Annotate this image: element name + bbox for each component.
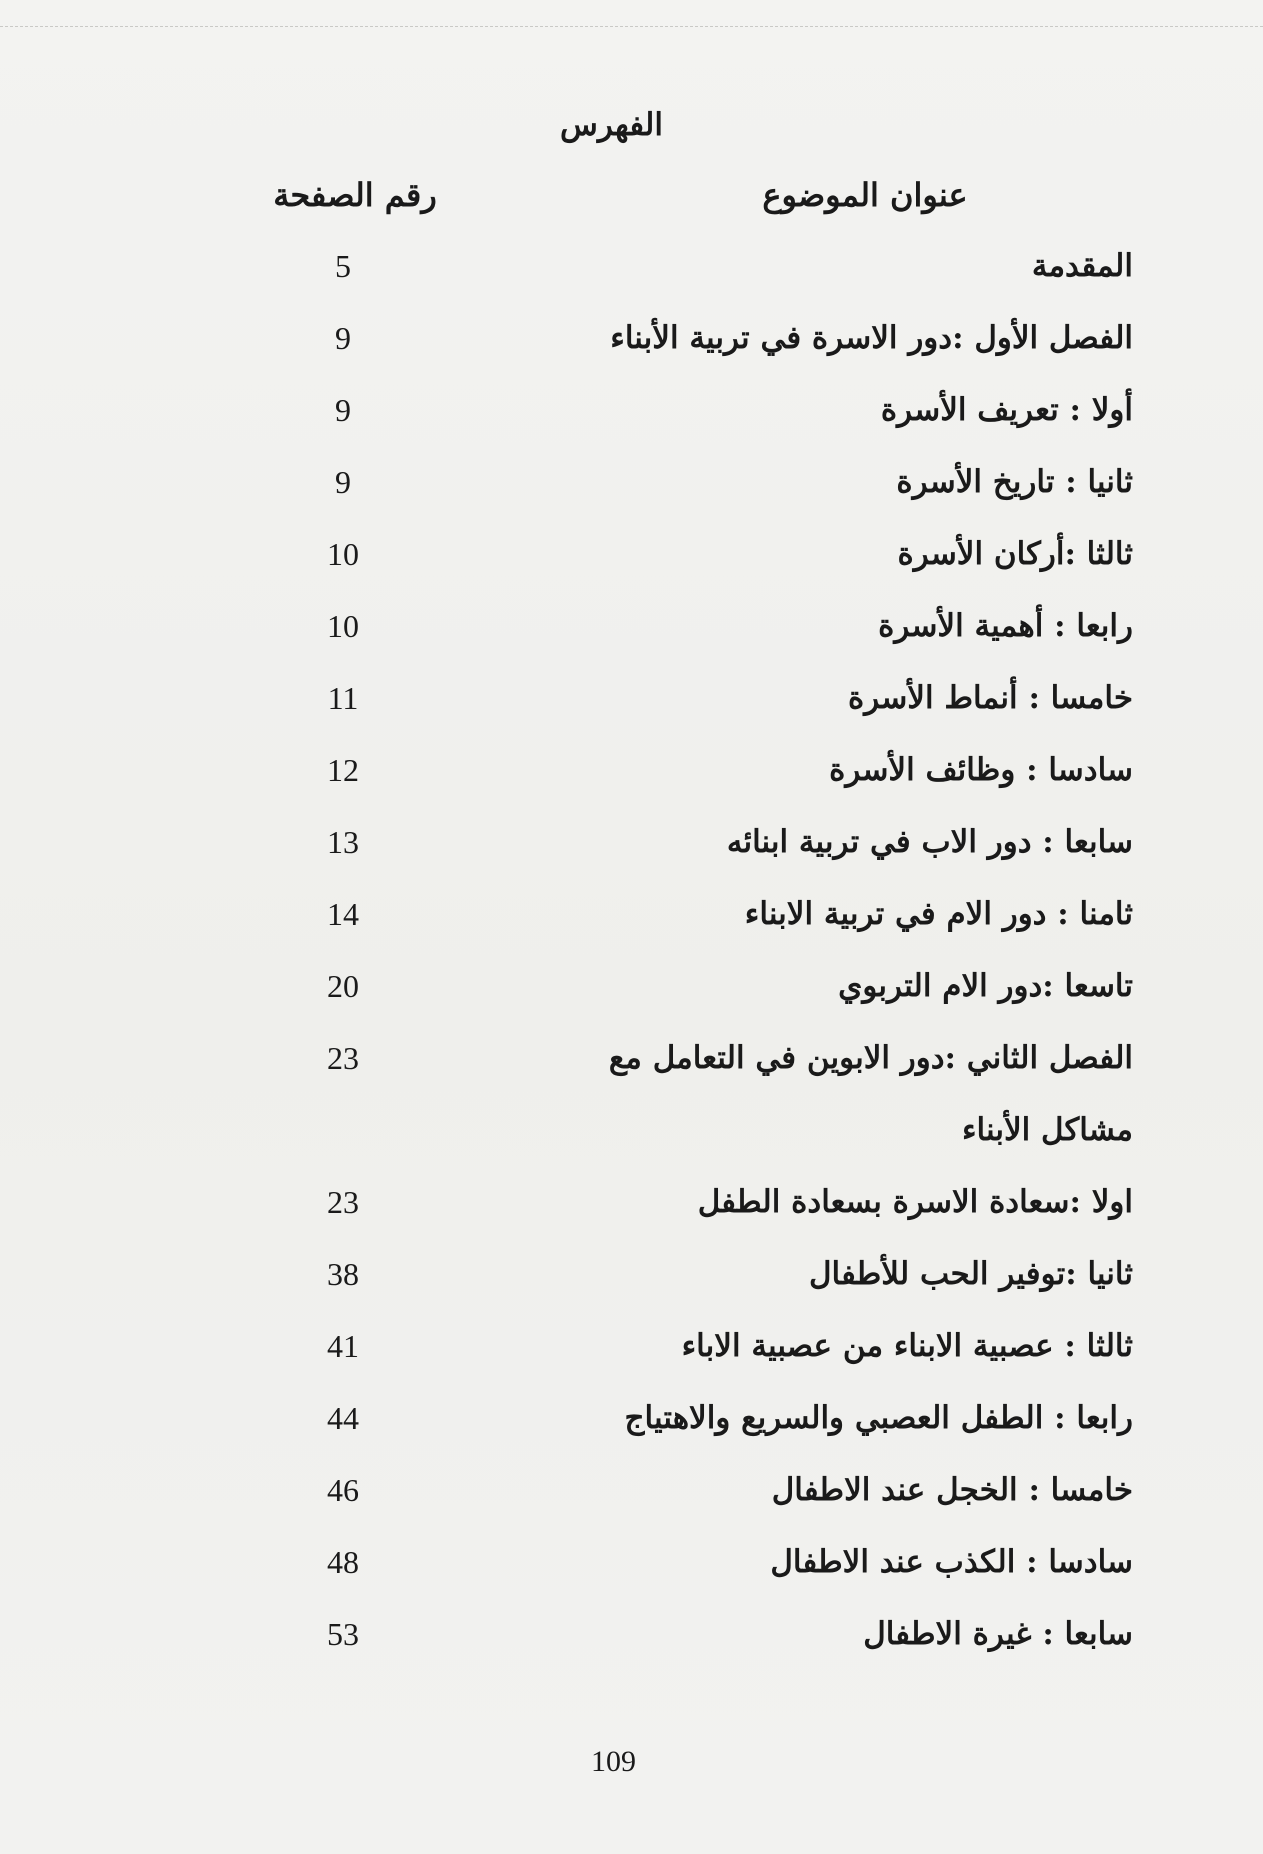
toc-row (0, 1608, 1263, 1680)
toc-entry-title: المقدمة (1031, 248, 1133, 284)
toc-entry-page: 9 (335, 464, 351, 500)
toc-row (0, 528, 1263, 600)
toc-row (0, 672, 1263, 744)
toc-entry-title: سادسا : وظائف الأسرة (829, 752, 1133, 788)
toc-row (0, 744, 1263, 816)
toc-row (0, 1176, 1263, 1248)
toc-entry-page: 46 (327, 1472, 359, 1508)
toc-entry-page: 23 (327, 1040, 359, 1076)
toc-entry-page: 9 (335, 392, 351, 428)
toc-entry-page: 12 (327, 752, 359, 788)
toc-entry-page: 9 (335, 320, 351, 356)
toc-row (0, 816, 1263, 888)
toc-entry-title: ثالثا : عصبية الابناء من عصبية الاباء (681, 1328, 1133, 1364)
toc-row (0, 312, 1263, 384)
toc-row (0, 1536, 1263, 1608)
toc-row (0, 1464, 1263, 1536)
toc-row (0, 1032, 1263, 1104)
toc-row (0, 1104, 1263, 1176)
toc-row (0, 888, 1263, 960)
page-column-header: رقم الصفحة (273, 176, 437, 214)
toc-entry-title: ثالثا :أركان الأسرة (897, 536, 1133, 572)
toc-entry-page: 11 (327, 680, 359, 716)
toc-entry-title: اولا :سعادة الاسرة بسعادة الطفل (697, 1184, 1133, 1220)
toc-entry-page: 53 (327, 1616, 359, 1652)
toc-entry-title: تاسعا :دور الام التربوي (838, 968, 1133, 1004)
toc-row (0, 1320, 1263, 1392)
toc-row (0, 384, 1263, 456)
toc-entry-page: 48 (327, 1544, 359, 1580)
toc-entry-page: 10 (327, 536, 359, 572)
toc-entry-title: سابعا : دور الاب في تربية ابنائه (726, 824, 1133, 860)
toc-row (0, 960, 1263, 1032)
toc-entry-title: سادسا : الكذب عند الاطفال (770, 1544, 1133, 1580)
toc-entry-title: رابعا : أهمية الأسرة (878, 608, 1133, 644)
scan-edge-line (0, 26, 1263, 27)
toc-entry-page: 5 (335, 248, 351, 284)
toc-entry-page: 14 (327, 896, 359, 932)
table-of-contents (0, 240, 1263, 1680)
topic-column-header: عنوان الموضوع (762, 176, 968, 214)
page-number (0, 1745, 1263, 1779)
toc-row (0, 1248, 1263, 1320)
toc-entry-title: ثامنا : دور الام في تربية الابناء (744, 896, 1133, 932)
toc-entry-title: سابعا : غيرة الاطفال (863, 1616, 1133, 1652)
toc-entry-page: 20 (327, 968, 359, 1004)
toc-entry-title: ثانيا :توفير الحب للأطفال (808, 1256, 1133, 1292)
toc-row (0, 600, 1263, 672)
toc-entry-page: 13 (327, 824, 359, 860)
toc-entry-title: الفصل الأول :دور الاسرة في تربية الأبناء (610, 320, 1133, 356)
toc-entry-page: 10 (327, 608, 359, 644)
toc-row (0, 1392, 1263, 1464)
toc-entry-title: مشاكل الأبناء (961, 1112, 1133, 1148)
toc-entry-title: رابعا : الطفل العصبي والسريع والاهتياج (624, 1400, 1133, 1436)
toc-entry-page (300, 1104, 386, 1176)
toc-entry-title: ثانيا : تاريخ الأسرة (896, 464, 1133, 500)
toc-heading-text: الفهرس (560, 107, 663, 143)
toc-entry-page: 23 (327, 1184, 359, 1220)
toc-heading (0, 100, 1263, 150)
toc-entry-page: 44 (327, 1400, 359, 1436)
page-number-text: 109 (591, 1745, 636, 1778)
toc-entry-title: خامسا : أنماط الأسرة (847, 680, 1133, 716)
toc-row (0, 240, 1263, 312)
toc-entry-page: 41 (327, 1328, 359, 1364)
toc-row (0, 456, 1263, 528)
toc-entry-page: 38 (327, 1256, 359, 1292)
toc-entry-title: الفصل الثاني :دور الابوين في التعامل مع (608, 1040, 1133, 1076)
toc-entry-title: أولا : تعريف الأسرة (880, 392, 1133, 428)
toc-entry-title: خامسا : الخجل عند الاطفال (771, 1472, 1133, 1508)
